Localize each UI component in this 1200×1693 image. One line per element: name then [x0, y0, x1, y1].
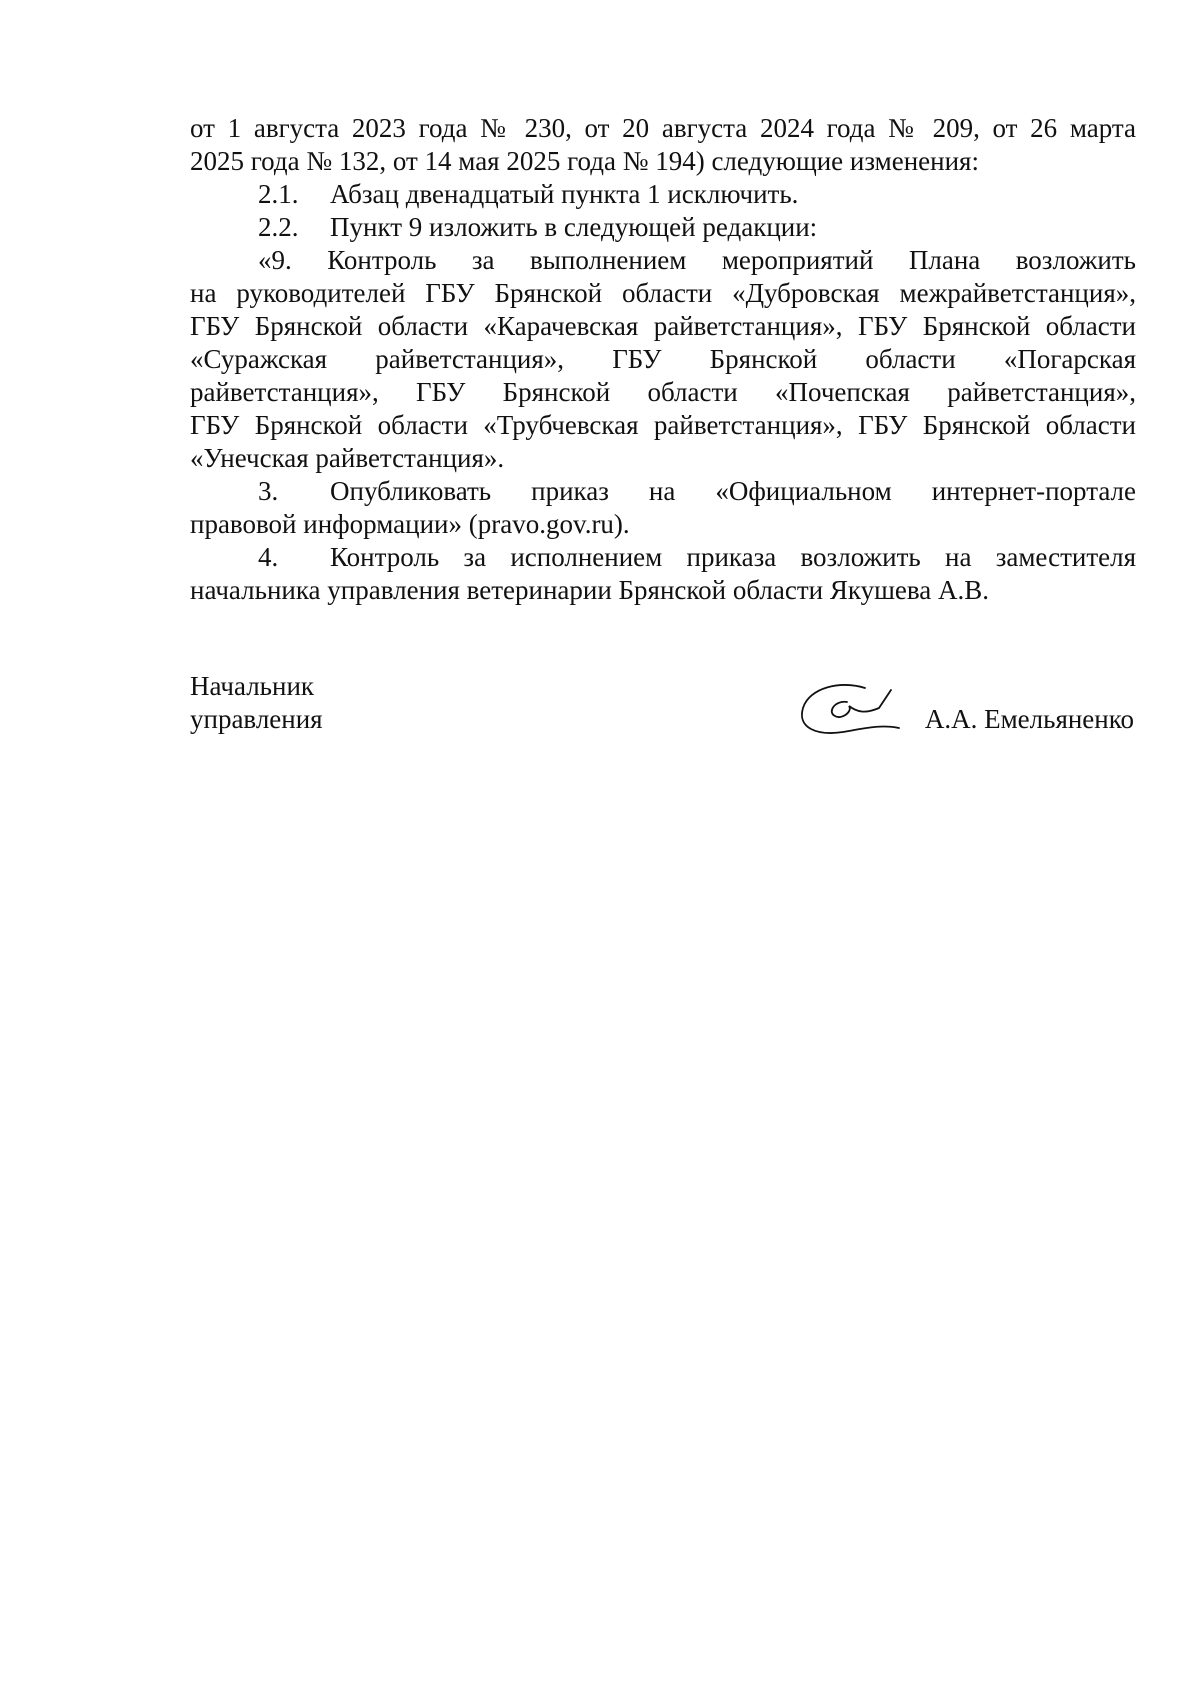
item-2-1-text: Абзац двенадцатый пункта 1 исключить.: [330, 179, 799, 209]
item-9-line-1: «9. Контроль за выполнением мероприятий Плана возложить: [258, 245, 1136, 275]
signatory-title-line-1: Начальник: [190, 671, 315, 701]
item-2-1: [190, 178, 1136, 211]
item-9-line-2: на руководителей ГБУ Брянской области «Дубровская межрайветстанция»,: [190, 278, 1136, 308]
item-4-text: Контроль за исполнением приказа возложить на заместителя: [330, 542, 1136, 572]
item-9-line-4: «Суражская райветстанция», ГБУ Брянской области «Погарская: [190, 344, 1136, 374]
signatory-name: А.А. Емельяненко: [924, 704, 1134, 734]
signature-block: [190, 670, 1136, 760]
handwritten-signature-icon: [795, 678, 905, 742]
item-9-line-7: «Унечская райветстанция».: [190, 443, 505, 473]
signatory-title: [190, 670, 323, 736]
signatory-title-line-2: управления: [190, 704, 323, 734]
item-2-2: [190, 211, 1136, 244]
intro-line-1: от 1 августа 2023 года № 230, от 20 августа 2024 года № 209, от 26 марта: [190, 113, 1136, 143]
item-4-number: 4.: [258, 542, 279, 572]
item-9-line-3: ГБУ Брянской области «Карачевская райветстанция», ГБУ Брянской области: [190, 311, 1136, 341]
item-2-2-number: 2.2.: [258, 212, 299, 242]
item-9-line-5: райветстанция», ГБУ Брянской области «Почепская райветстанция»,: [190, 377, 1136, 407]
item-4-line-1: [190, 541, 1136, 574]
item-3-text: Опубликовать приказ на «Официальном интернет-портале: [330, 476, 1136, 506]
item-9-line-6: ГБУ Брянской области «Трубчевская райветстанция», ГБУ Брянской области: [190, 410, 1136, 440]
item-3-number: 3.: [258, 476, 279, 506]
item-3-line-2: правовой информации» (pravo.gov.ru).: [190, 509, 630, 539]
document-body: [190, 112, 1136, 607]
intro-line-2: 2025 года № 132, от 14 мая 2025 года № 194) следующие изменения:: [190, 146, 979, 176]
item-2-1-number: 2.1.: [258, 179, 299, 209]
item-2-2-text: Пункт 9 изложить в следующей редакции:: [330, 212, 818, 242]
item-4-line-2: начальника управления ветеринарии Брянской области Якушева А.В.: [190, 575, 989, 605]
item-3-line-1: [190, 475, 1136, 508]
